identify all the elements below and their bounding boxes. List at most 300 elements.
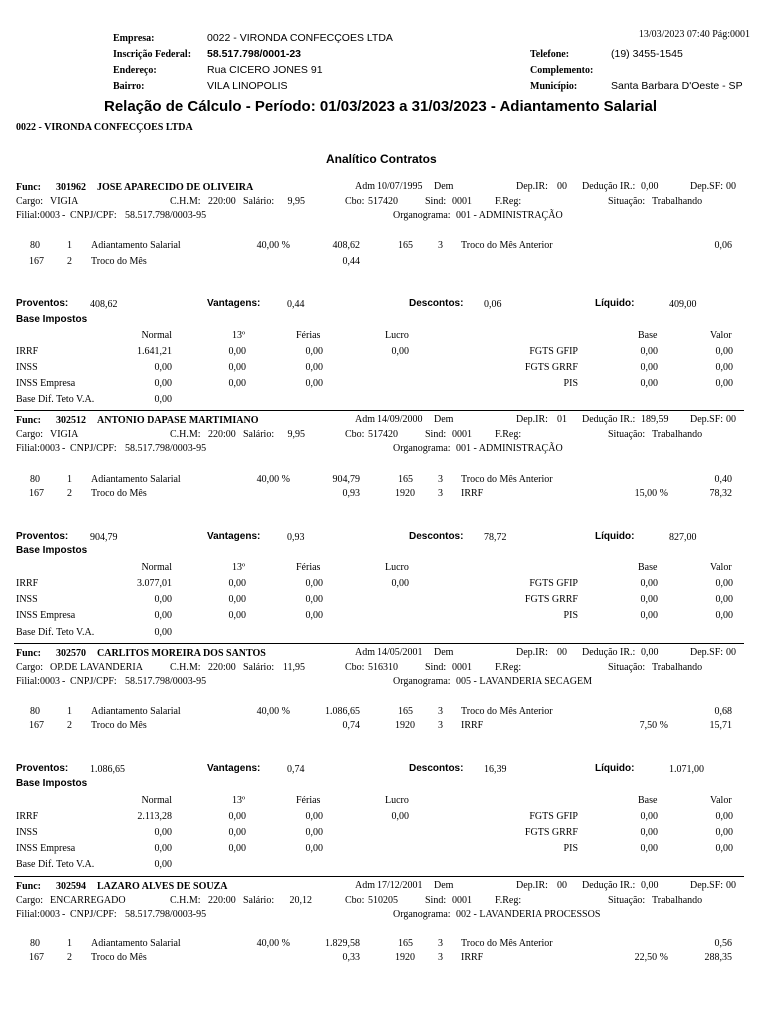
event-code-2: 1920 xyxy=(395,720,415,731)
telefone-label: Telefone: xyxy=(530,49,570,60)
liquido-label: Líquido: xyxy=(595,531,635,542)
sind-value: 0001 xyxy=(452,196,472,207)
event-ref: 40,00 % xyxy=(256,474,290,485)
pis-base: 0,00 xyxy=(640,378,658,389)
sind-label: Sind: xyxy=(425,895,447,906)
inss-empresa-normal: 0,00 xyxy=(154,378,172,389)
inss-empresa-13: 0,00 xyxy=(228,843,246,854)
fgts-grrf-base: 0,00 xyxy=(640,827,658,838)
pis-label: PIS xyxy=(563,378,578,389)
event-desc-2: Troco do Mês Anterior xyxy=(461,938,553,949)
event-value: 0,93 xyxy=(342,488,360,499)
deducao-label: Dedução IR.: xyxy=(582,181,636,192)
irrf-13: 0,00 xyxy=(228,346,246,357)
adm-label: Adm xyxy=(355,647,375,658)
situacao-value: Trabalhando xyxy=(652,196,703,207)
sind-label: Sind: xyxy=(425,196,447,207)
event-value: 1.829,58 xyxy=(325,938,360,949)
event-value: 904,79 xyxy=(332,474,360,485)
situacao-label: Situação: xyxy=(608,429,646,440)
depsf-label: Dep.SF: xyxy=(690,647,724,658)
employee-code: 301962 xyxy=(56,182,86,193)
irrf-ferias: 0,00 xyxy=(305,811,323,822)
event-desc-2: IRRF xyxy=(461,952,484,963)
cargo-value: ENCARREGADO xyxy=(50,895,126,906)
chm-value: 220:00 xyxy=(208,662,236,673)
irrf-label: IRRF xyxy=(16,578,39,589)
pis-valor: 0,00 xyxy=(715,610,733,621)
col-13: 13º xyxy=(232,795,246,806)
event-desc: Troco do Mês xyxy=(91,720,147,731)
fgts-grrf-label: FGTS GRRF xyxy=(524,594,578,605)
inss-normal: 0,00 xyxy=(154,827,172,838)
fgts-grrf-label: FGTS GRRF xyxy=(524,362,578,373)
section-title: Analítico Contratos xyxy=(326,152,437,166)
base-dif-label: Base Dif. Teto V.A. xyxy=(16,627,95,638)
event-type: 2 xyxy=(67,952,72,963)
municipio-label: Município: xyxy=(530,81,578,92)
cnpj-value: 58.517.798/0003-95 xyxy=(125,909,207,920)
descontos-label: Descontos: xyxy=(409,531,464,542)
base-dif-label: Base Dif. Teto V.A. xyxy=(16,394,95,405)
sind-value: 0001 xyxy=(452,662,472,673)
col-base: Base xyxy=(638,795,658,806)
fgts-gfip-valor: 0,00 xyxy=(715,578,733,589)
col-normal: Normal xyxy=(141,562,172,573)
filial-value: 0003 xyxy=(40,909,60,920)
col-13: 13º xyxy=(232,562,246,573)
event-code-2: 1920 xyxy=(395,952,415,963)
cbo-label: Cbo: xyxy=(345,662,365,673)
depsf-value: 00 xyxy=(726,880,736,891)
inss-empresa-13: 0,00 xyxy=(228,610,246,621)
employee-name: LAZARO ALVES DE SOUZA xyxy=(97,881,228,892)
deducao-value: 0,00 xyxy=(641,880,659,891)
deducao-label: Dedução IR.: xyxy=(582,414,636,425)
pis-valor: 0,00 xyxy=(715,378,733,389)
adm-date: 14/09/2000 xyxy=(377,414,423,425)
inss-13: 0,00 xyxy=(228,594,246,605)
event-type-2: 3 xyxy=(438,706,443,717)
inss-label: INSS xyxy=(16,827,38,838)
empresa-label: Empresa: xyxy=(113,33,155,44)
cbo-value: 516310 xyxy=(368,662,398,673)
event-desc: Adiantamento Salarial xyxy=(91,938,181,949)
inss-ferias: 0,00 xyxy=(305,827,323,838)
base-dif-label: Base Dif. Teto V.A. xyxy=(16,859,95,870)
col-ferias: Férias xyxy=(296,330,321,341)
event-desc-2: IRRF xyxy=(461,488,484,499)
event-desc: Adiantamento Salarial xyxy=(91,706,181,717)
event-type: 1 xyxy=(67,240,72,251)
adm-date: 10/07/1995 xyxy=(377,181,423,192)
salario-label: Salário: xyxy=(243,196,275,207)
base-impostos-label: Base Impostos xyxy=(16,778,88,789)
col-normal: Normal xyxy=(141,795,172,806)
dem-label: Dem xyxy=(434,414,454,425)
depir-label: Dep.IR: xyxy=(516,414,548,425)
event-type: 2 xyxy=(67,720,72,731)
chm-value: 220:00 xyxy=(208,429,236,440)
irrf-normal: 1.641,21 xyxy=(137,346,172,357)
deducao-value: 0,00 xyxy=(641,647,659,658)
depsf-label: Dep.SF: xyxy=(690,414,724,425)
filial-value: 0003 xyxy=(40,210,60,221)
depir-value: 00 xyxy=(557,647,567,658)
event-ref-2: 22,50 % xyxy=(634,952,668,963)
depsf-label: Dep.SF: xyxy=(690,181,724,192)
fgts-grrf-valor: 0,00 xyxy=(715,362,733,373)
organograma-label: Organograma: xyxy=(393,676,451,687)
liquido-value: 827,00 xyxy=(669,532,697,543)
proventos-value: 1.086,65 xyxy=(90,764,125,775)
organograma-label: Organograma: xyxy=(393,210,451,221)
liquido-label: Líquido: xyxy=(595,763,635,774)
proventos-label: Proventos: xyxy=(16,531,69,542)
irrf-label: IRRF xyxy=(16,811,39,822)
inss-empresa-ferias: 0,00 xyxy=(305,610,323,621)
inss-label: INSS xyxy=(16,362,38,373)
event-ref: 40,00 % xyxy=(256,938,290,949)
salario-value: 11,95 xyxy=(282,662,305,673)
event-ref: 40,00 % xyxy=(256,706,290,717)
depir-label: Dep.IR: xyxy=(516,880,548,891)
col-valor: Valor xyxy=(710,795,732,806)
organograma-value: 005 - LAVANDERIA SECAGEM xyxy=(456,676,593,687)
depsf-value: 00 xyxy=(726,414,736,425)
divider xyxy=(14,876,744,877)
freg-label: F.Reg: xyxy=(495,196,522,207)
employee-code: 302512 xyxy=(56,415,86,426)
telefone-value: (19) 3455-1545 xyxy=(611,48,683,60)
organograma-value: 001 - ADMINISTRAÇÃO xyxy=(456,443,563,454)
event-value: 408,62 xyxy=(332,240,360,251)
pis-valor: 0,00 xyxy=(715,843,733,854)
chm-label: C.H.M: xyxy=(170,662,201,673)
depir-label: Dep.IR: xyxy=(516,647,548,658)
situacao-value: Trabalhando xyxy=(652,895,703,906)
fgts-gfip-base: 0,00 xyxy=(640,346,658,357)
event-value-2: 0,56 xyxy=(714,938,732,949)
irrf-lucro: 0,00 xyxy=(391,811,409,822)
freg-label: F.Reg: xyxy=(495,662,522,673)
event-value-2: 15,71 xyxy=(709,720,732,731)
inscricao-value: 58.517.798/0001-23 xyxy=(207,48,302,60)
event-code-2: 1920 xyxy=(395,488,415,499)
chm-label: C.H.M: xyxy=(170,429,201,440)
adm-label: Adm xyxy=(355,181,375,192)
cargo-label: Cargo: xyxy=(16,429,44,440)
event-type-2: 3 xyxy=(438,488,443,499)
divider xyxy=(14,410,744,411)
dem-label: Dem xyxy=(434,880,454,891)
adm-date: 14/05/2001 xyxy=(377,647,423,658)
event-value: 0,74 xyxy=(342,720,360,731)
cargo-label: Cargo: xyxy=(16,895,44,906)
proventos-label: Proventos: xyxy=(16,763,69,774)
chm-value: 220:00 xyxy=(208,895,236,906)
event-type-2: 3 xyxy=(438,240,443,251)
inss-normal: 0,00 xyxy=(154,594,172,605)
descontos-value: 78,72 xyxy=(484,532,507,543)
event-type-2: 3 xyxy=(438,474,443,485)
datetime-page: 13/03/2023 07:40 Pág:0001 xyxy=(638,29,750,40)
depir-value: 01 xyxy=(557,414,567,425)
inss-empresa-13: 0,00 xyxy=(228,378,246,389)
depsf-value: 00 xyxy=(726,647,736,658)
event-code: 167 xyxy=(29,256,44,267)
irrf-lucro: 0,00 xyxy=(391,578,409,589)
event-ref-2: 15,00 % xyxy=(634,488,668,499)
base-dif-value: 0,00 xyxy=(154,394,172,405)
organograma-label: Organograma: xyxy=(393,909,451,920)
event-value-2: 0,40 xyxy=(714,474,732,485)
event-code: 167 xyxy=(29,952,44,963)
cnpj-value: 58.517.798/0003-95 xyxy=(125,676,207,687)
irrf-label: IRRF xyxy=(16,346,39,357)
event-code: 80 xyxy=(30,474,40,485)
pis-label: PIS xyxy=(563,610,578,621)
event-value-2: 0,06 xyxy=(714,240,732,251)
situacao-label: Situação: xyxy=(608,662,646,673)
col-ferias: Férias xyxy=(296,562,321,573)
event-desc: Adiantamento Salarial xyxy=(91,240,181,251)
event-desc-2: IRRF xyxy=(461,720,484,731)
sind-label: Sind: xyxy=(425,429,447,440)
event-ref: 40,00 % xyxy=(256,240,290,251)
vantagens-value: 0,93 xyxy=(287,532,305,543)
deducao-value: 0,00 xyxy=(641,181,659,192)
cargo-label: Cargo: xyxy=(16,662,44,673)
proventos-value: 408,62 xyxy=(90,299,118,310)
col-normal: Normal xyxy=(141,330,172,341)
func-label: Func: xyxy=(16,648,41,659)
filial-label: Filial: xyxy=(16,676,40,687)
vantagens-value: 0,44 xyxy=(287,299,305,310)
col-lucro: Lucro xyxy=(385,330,409,341)
report-title: Relação de Cálculo - Período: 01/03/2023 a 31/03/2023 - Adiantamento Salarial xyxy=(104,98,658,115)
fgts-gfip-label: FGTS GFIP xyxy=(529,578,578,589)
descontos-value: 16,39 xyxy=(484,764,507,775)
dem-label: Dem xyxy=(434,647,454,658)
event-code-2: 165 xyxy=(398,474,413,485)
event-desc-2: Troco do Mês Anterior xyxy=(461,240,553,251)
chm-label: C.H.M: xyxy=(170,196,201,207)
event-type: 1 xyxy=(67,474,72,485)
depsf-label: Dep.SF: xyxy=(690,880,724,891)
cnpj-value: 58.517.798/0003-95 xyxy=(125,443,207,454)
employee-code: 302594 xyxy=(56,881,86,892)
company-line: 0022 - VIRONDA CONFECÇOES LTDA xyxy=(16,122,193,133)
cnpj-label: CNPJ/CPF: xyxy=(70,443,117,454)
inss-13: 0,00 xyxy=(228,827,246,838)
empresa-value: 0022 - VIRONDA CONFECÇOES LTDA xyxy=(207,32,393,44)
cbo-value: 517420 xyxy=(368,429,398,440)
deducao-label: Dedução IR.: xyxy=(582,647,636,658)
filial-value: 0003 xyxy=(40,443,60,454)
event-desc-2: Troco do Mês Anterior xyxy=(461,706,553,717)
cargo-label: Cargo: xyxy=(16,196,44,207)
inscricao-label: Inscrição Federal: xyxy=(113,49,192,60)
cnpj-label: CNPJ/CPF: xyxy=(70,909,117,920)
event-ref-2: 7,50 % xyxy=(639,720,668,731)
proventos-value: 904,79 xyxy=(90,532,118,543)
inss-empresa-label: INSS Empresa xyxy=(16,610,76,621)
cnpj-value: 58.517.798/0003-95 xyxy=(125,210,207,221)
inss-normal: 0,00 xyxy=(154,362,172,373)
salario-label: Salário: xyxy=(243,429,275,440)
filial-value: 0003 xyxy=(40,676,60,687)
inss-ferias: 0,00 xyxy=(305,362,323,373)
fgts-grrf-base: 0,00 xyxy=(640,362,658,373)
filial-label: Filial: xyxy=(16,909,40,920)
event-desc-2: Troco do Mês Anterior xyxy=(461,474,553,485)
sind-value: 0001 xyxy=(452,429,472,440)
event-type: 1 xyxy=(67,938,72,949)
vantagens-label: Vantagens: xyxy=(207,531,261,542)
irrf-ferias: 0,00 xyxy=(305,578,323,589)
employee-name: ANTONIO DAPASE MARTIMIANO xyxy=(97,415,259,426)
event-value-2: 288,35 xyxy=(704,952,732,963)
pis-label: PIS xyxy=(563,843,578,854)
salario-label: Salário: xyxy=(243,662,275,673)
freg-label: F.Reg: xyxy=(495,429,522,440)
divider xyxy=(14,643,744,644)
col-lucro: Lucro xyxy=(385,795,409,806)
cnpj-label: CNPJ/CPF: xyxy=(70,676,117,687)
fgts-gfip-label: FGTS GFIP xyxy=(529,811,578,822)
situacao-label: Situação: xyxy=(608,895,646,906)
cbo-label: Cbo: xyxy=(345,895,365,906)
organograma-label: Organograma: xyxy=(393,443,451,454)
event-type: 2 xyxy=(67,488,72,499)
irrf-lucro: 0,00 xyxy=(391,346,409,357)
situacao-label: Situação: xyxy=(608,196,646,207)
chm-label: C.H.M: xyxy=(170,895,201,906)
fgts-gfip-valor: 0,00 xyxy=(715,811,733,822)
event-type-2: 3 xyxy=(438,952,443,963)
event-value-2: 78,32 xyxy=(709,488,732,499)
base-dif-value: 0,00 xyxy=(154,859,172,870)
salario-value: 20,12 xyxy=(289,895,312,906)
fgts-grrf-valor: 0,00 xyxy=(715,594,733,605)
adm-label: Adm xyxy=(355,414,375,425)
fgts-gfip-label: FGTS GFIP xyxy=(529,346,578,357)
depsf-value: 00 xyxy=(726,181,736,192)
municipio-value: Santa Barbara D'Oeste - SP xyxy=(611,80,743,92)
event-desc: Troco do Mês xyxy=(91,256,147,267)
event-type-2: 3 xyxy=(438,938,443,949)
fgts-grrf-valor: 0,00 xyxy=(715,827,733,838)
dem-label: Dem xyxy=(434,181,454,192)
event-type: 1 xyxy=(67,706,72,717)
depir-label: Dep.IR: xyxy=(516,181,548,192)
base-dif-value: 0,00 xyxy=(154,627,172,638)
endereco-value: Rua CICERO JONES 91 xyxy=(207,64,323,76)
inss-empresa-normal: 0,00 xyxy=(154,610,172,621)
event-code: 167 xyxy=(29,720,44,731)
event-code-2: 165 xyxy=(398,938,413,949)
vantagens-label: Vantagens: xyxy=(207,298,261,309)
adm-label: Adm xyxy=(355,880,375,891)
cbo-label: Cbo: xyxy=(345,429,365,440)
irrf-ferias: 0,00 xyxy=(305,346,323,357)
organograma-value: 001 - ADMINISTRAÇÃO xyxy=(456,210,563,221)
event-code: 80 xyxy=(30,240,40,251)
cargo-value: VIGIA xyxy=(50,429,79,440)
event-type: 2 xyxy=(67,256,72,267)
irrf-normal: 2.113,28 xyxy=(137,811,172,822)
base-impostos-label: Base Impostos xyxy=(16,314,88,325)
col-ferias: Férias xyxy=(296,795,321,806)
liquido-value: 1.071,00 xyxy=(669,764,704,775)
func-label: Func: xyxy=(16,881,41,892)
organograma-value: 002 - LAVANDERIA PROCESSOS xyxy=(456,909,601,920)
liquido-label: Líquido: xyxy=(595,298,635,309)
bairro-label: Bairro: xyxy=(113,81,145,92)
col-base: Base xyxy=(638,330,658,341)
inss-empresa-normal: 0,00 xyxy=(154,843,172,854)
event-code: 80 xyxy=(30,938,40,949)
event-desc: Troco do Mês xyxy=(91,952,147,963)
fgts-gfip-base: 0,00 xyxy=(640,578,658,589)
irrf-13: 0,00 xyxy=(228,578,246,589)
adm-date: 17/12/2001 xyxy=(377,880,423,891)
complemento-label: Complemento: xyxy=(530,65,594,76)
fgts-gfip-base: 0,00 xyxy=(640,811,658,822)
event-value: 0,44 xyxy=(342,256,360,267)
situacao-value: Trabalhando xyxy=(652,429,703,440)
event-code-2: 165 xyxy=(398,706,413,717)
inss-13: 0,00 xyxy=(228,362,246,373)
irrf-13: 0,00 xyxy=(228,811,246,822)
pis-base: 0,00 xyxy=(640,610,658,621)
descontos-label: Descontos: xyxy=(409,298,464,309)
func-label: Func: xyxy=(16,182,41,193)
inss-ferias: 0,00 xyxy=(305,594,323,605)
cnpj-label: CNPJ/CPF: xyxy=(70,210,117,221)
bairro-value: VILA LINOPOLIS xyxy=(207,80,288,92)
cbo-value: 517420 xyxy=(368,196,398,207)
event-code-2: 165 xyxy=(398,240,413,251)
inss-empresa-ferias: 0,00 xyxy=(305,378,323,389)
cbo-value: 510205 xyxy=(368,895,398,906)
filial-label: Filial: xyxy=(16,443,40,454)
descontos-value: 0,06 xyxy=(484,299,502,310)
fgts-grrf-base: 0,00 xyxy=(640,594,658,605)
chm-value: 220:00 xyxy=(208,196,236,207)
event-value: 1.086,65 xyxy=(325,706,360,717)
col-lucro: Lucro xyxy=(385,562,409,573)
sind-label: Sind: xyxy=(425,662,447,673)
situacao-value: Trabalhando xyxy=(652,662,703,673)
pis-base: 0,00 xyxy=(640,843,658,854)
cargo-value: OP.DE LAVANDERIA xyxy=(50,662,143,673)
vantagens-label: Vantagens: xyxy=(207,763,261,774)
employee-name: CARLITOS MOREIRA DOS SANTOS xyxy=(97,648,266,659)
col-base: Base xyxy=(638,562,658,573)
fgts-grrf-label: FGTS GRRF xyxy=(524,827,578,838)
filial-label: Filial: xyxy=(16,210,40,221)
deducao-label: Dedução IR.: xyxy=(582,880,636,891)
sind-value: 0001 xyxy=(452,895,472,906)
inss-empresa-ferias: 0,00 xyxy=(305,843,323,854)
employee-code: 302570 xyxy=(56,648,86,659)
salario-value: 9,95 xyxy=(287,196,305,207)
inss-label: INSS xyxy=(16,594,38,605)
freg-label: F.Reg: xyxy=(495,895,522,906)
event-value-2: 0,68 xyxy=(714,706,732,717)
